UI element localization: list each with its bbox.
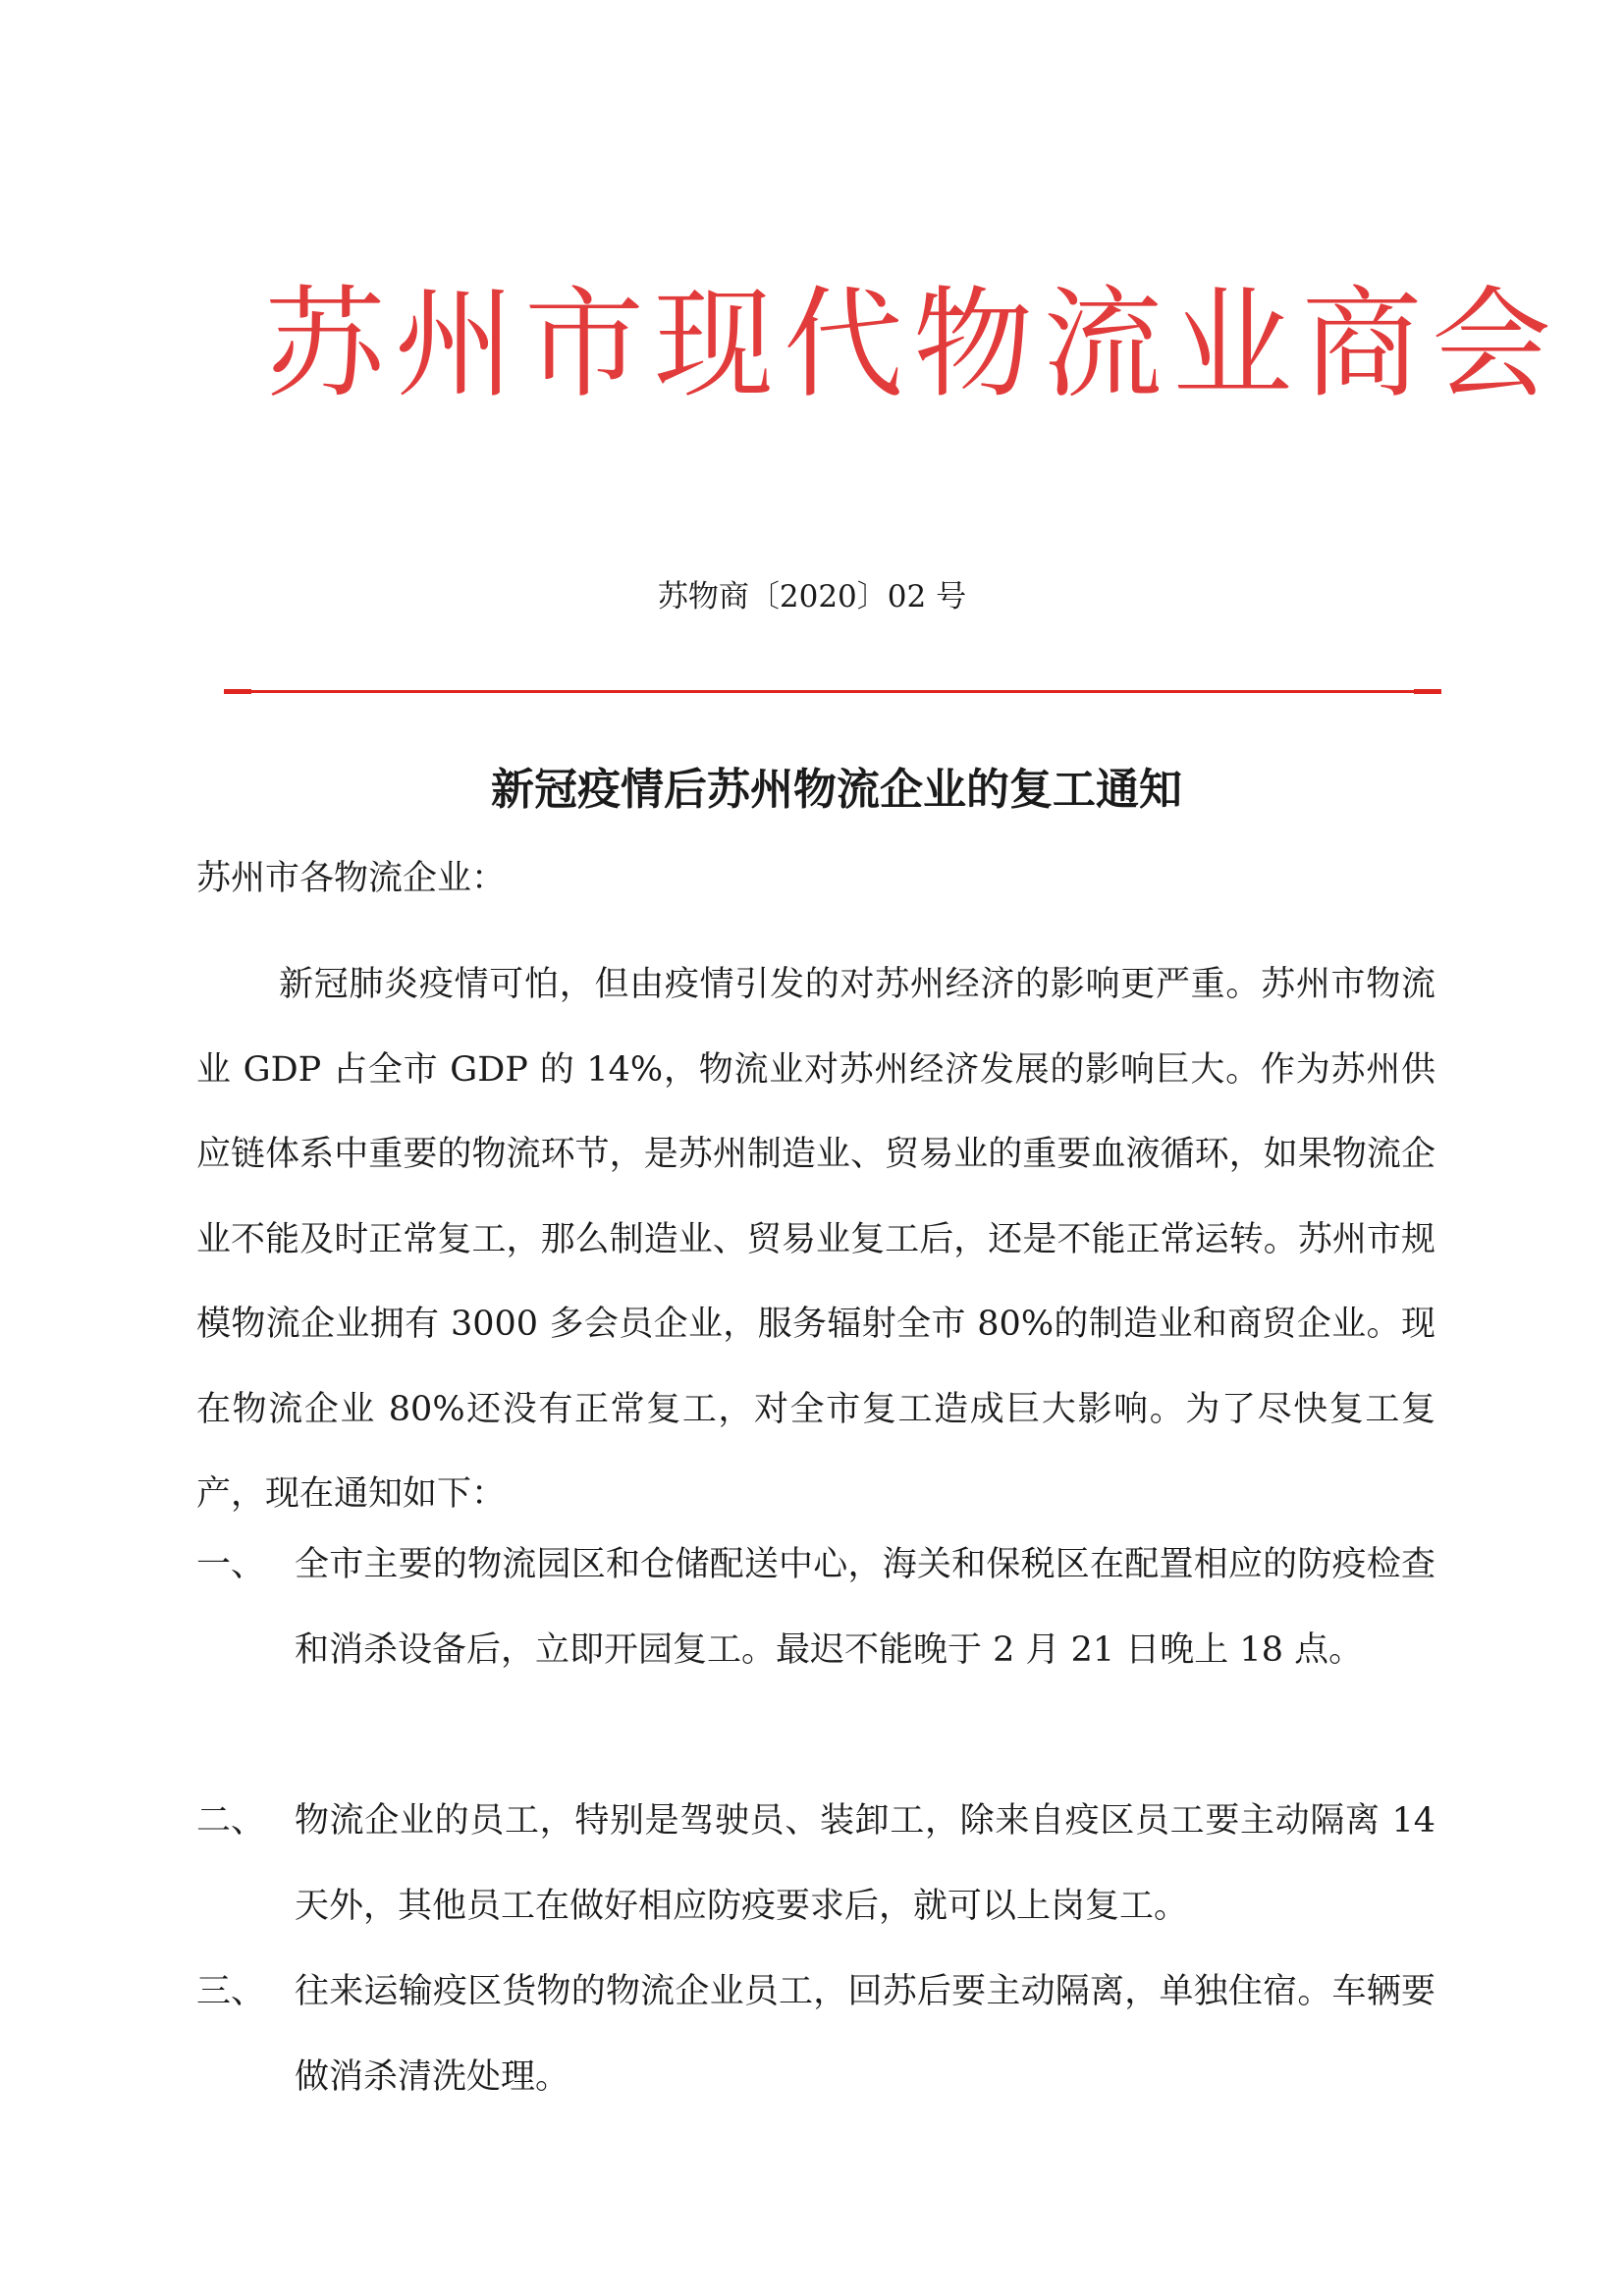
list-item-text: 全市主要的物流园区和仓储配送中心，海关和保税区在配置相应的防疫检查和消杀设备后，立即开园复工。最迟不能晚于 2 月 21 日晚上 18 点。 <box>295 1545 1435 1670</box>
salutation: 苏州市各物流企业： <box>196 859 507 898</box>
list-marker: 一、 <box>196 1545 266 1584</box>
document-number: 苏物商〔2020〕02 号 <box>657 579 967 614</box>
list-item-text: 往来运输疫区货物的物流企业员工，回苏后要主动隔离，单独住宿。车辆要做消杀清洗处理。 <box>295 1972 1435 2097</box>
red-divider-line <box>224 690 1441 693</box>
list-marker: 二、 <box>196 1801 266 1841</box>
list-item-text: 物流企业的员工，特别是驾驶员、装卸工，除来自疫区员工要主动隔离 14 天外，其他员工在做好相应防疫要求后，就可以上岗复工。 <box>295 1801 1435 1926</box>
red-divider-cap-right <box>1414 689 1441 694</box>
list-marker: 三、 <box>196 1972 266 2011</box>
body-paragraph: 新冠肺炎疫情可怕，但由疫情引发的对苏州经济的影响更严重。苏州市物流业 GDP 占全市 GDP 的 14%，物流业对苏州经济发展的影响巨大。作为苏州供应链体系中重要的物流环节，是苏州制造业、贸易业的重要血液循环，如果物流企业不能及时正常复工，那么制造业、贸易业复工后，还是不能正常运转。苏州市规模物流企业拥有 3000 多会员企业，服务辐射全市 80%的制造业和商贸企业。现在物流企业 80%还没有正常复工，对全市复工造成巨大影响。为了尽快复工复产，现在通知如下： <box>196 965 1435 1514</box>
list-item <box>196 1779 1435 1949</box>
list-item <box>196 1949 1435 2120</box>
list-item <box>196 1522 1435 1693</box>
notice-title: 新冠疫情后苏州物流企业的复工通知 <box>491 765 1182 815</box>
organization-letterhead: 苏州市现代物流业商会 <box>265 275 1561 414</box>
red-divider-cap-left <box>224 689 251 694</box>
